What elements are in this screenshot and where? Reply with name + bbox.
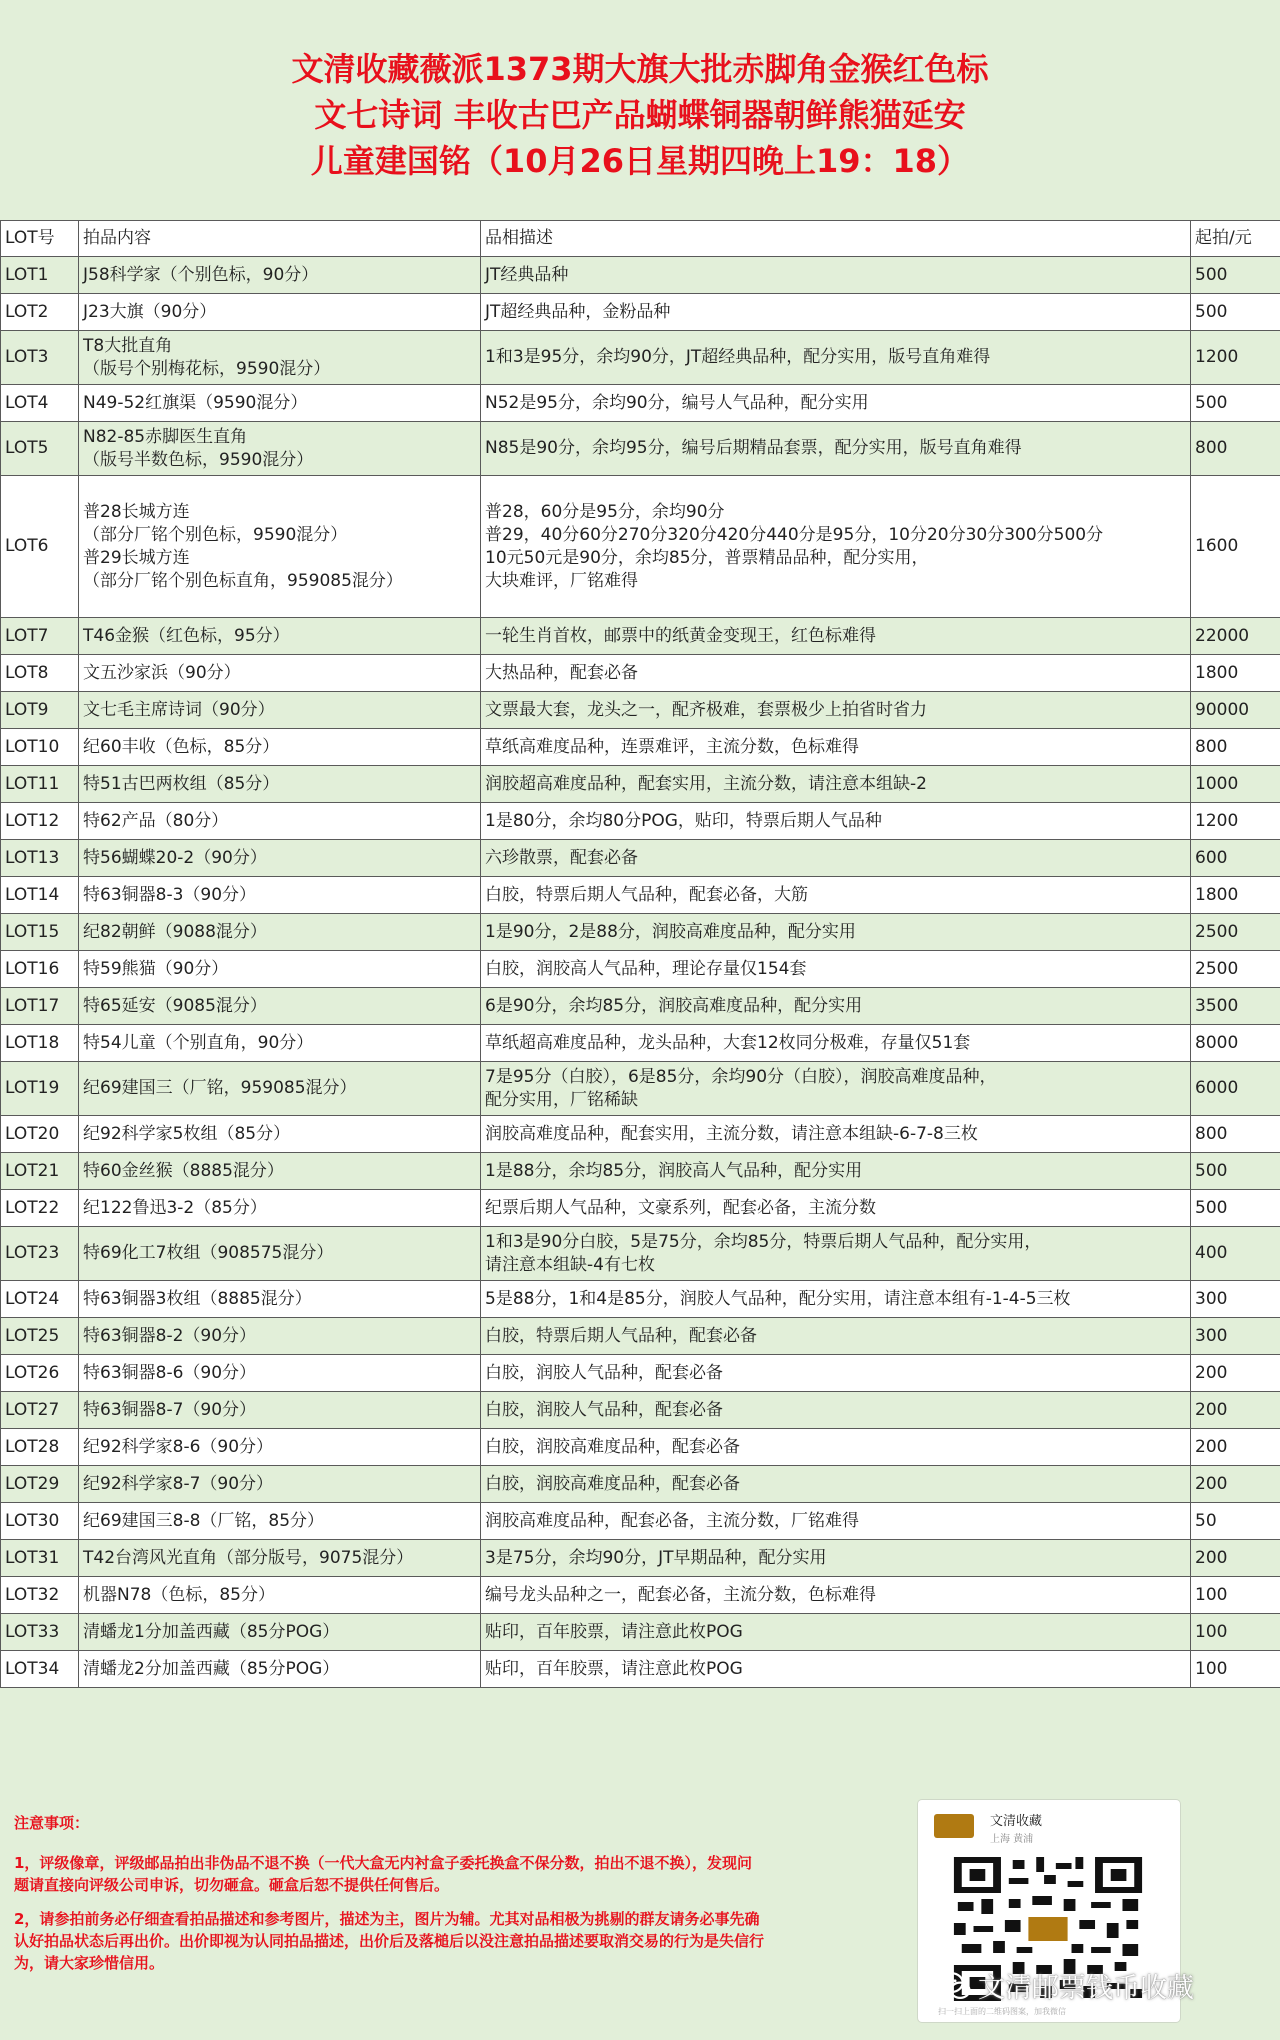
description-cell: 白胶，润胶高难度品种，配套必备 — [481, 1466, 1191, 1503]
item-cell: J58科学家（个别色标，90分） — [79, 257, 481, 294]
lot-cell: LOT24 — [1, 1281, 79, 1318]
price-cell: 90000 — [1191, 692, 1280, 729]
table-row — [1, 1503, 1280, 1540]
description-cell: 1是88分，余均85分，润胶高人气品种，配分实用 — [481, 1153, 1191, 1190]
lot-cell: LOT25 — [1, 1318, 79, 1355]
table-row — [1, 1651, 1280, 1688]
wechat-icon — [938, 1969, 972, 2003]
item-cell: 特51古巴两枚组（85分） — [79, 766, 481, 803]
price-cell: 22000 — [1191, 618, 1280, 655]
price-cell: 1800 — [1191, 655, 1280, 692]
table-row — [1, 1025, 1280, 1062]
price-cell: 8000 — [1191, 1025, 1280, 1062]
price-cell: 200 — [1191, 1392, 1280, 1429]
lot-cell: LOT10 — [1, 729, 79, 766]
price-cell: 500 — [1191, 257, 1280, 294]
lot-cell: LOT13 — [1, 840, 79, 877]
table-row — [1, 1227, 1280, 1281]
table-row — [1, 476, 1280, 618]
lot-cell: LOT20 — [1, 1116, 79, 1153]
item-cell: 特63铜器8-3（90分） — [79, 877, 481, 914]
item-cell: 特62产品（80分） — [79, 803, 481, 840]
description-cell: 一轮生肖首枚，邮票中的纸黄金变现王，红色标难得 — [481, 618, 1191, 655]
lot-cell: LOT18 — [1, 1025, 79, 1062]
item-cell: 纪60丰收（色标，85分） — [79, 729, 481, 766]
table-row — [1, 1190, 1280, 1227]
item-cell: 清蟠龙1分加盖西藏（85分POG） — [79, 1614, 481, 1651]
watermark-text: 文清邮票钱币收藏 — [978, 1973, 1194, 2004]
description-cell: 白胶，特票后期人气品种，配套必备，大筋 — [481, 877, 1191, 914]
lot-table — [0, 220, 1280, 1688]
description-cell: 白胶，特票后期人气品种，配套必备 — [481, 1318, 1191, 1355]
lot-cell: LOT5 — [1, 422, 79, 476]
lot-cell: LOT12 — [1, 803, 79, 840]
table-row — [1, 877, 1280, 914]
title-line-2: 文七诗词 丰收古巴产品蝴蝶铜器朝鲜熊猫延安 — [314, 96, 966, 134]
table-row — [1, 655, 1280, 692]
item-cell: T46金猴（红色标，95分） — [79, 618, 481, 655]
description-cell: 3是75分，余均90分，JT早期品种，配分实用 — [481, 1540, 1191, 1577]
table-row — [1, 1392, 1280, 1429]
item-cell: 纪122鲁迅3-2（85分） — [79, 1190, 481, 1227]
notes-section — [14, 1812, 764, 1986]
table-row — [1, 1429, 1280, 1466]
lot-cell: LOT3 — [1, 331, 79, 385]
description-cell: 草纸超高难度品种，龙头品种，大套12枚同分极难，存量仅51套 — [481, 1025, 1191, 1062]
description-cell: 普28，60分是95分，余均90分 普29，40分60分270分320分420分440分是95分，10分20分30分300分500分 10元50元是90分，余均85分，普票精品品种，配分实用， 大块难评，厂铭难得 — [481, 476, 1191, 618]
lot-cell: LOT28 — [1, 1429, 79, 1466]
description-cell: 贴印，百年胶票，请注意此枚POG — [481, 1614, 1191, 1651]
description-cell: 白胶，润胶人气品种，配套必备 — [481, 1392, 1191, 1429]
title-line-1: 文清收藏薇派1373期大旗大批赤脚角金猴红色标 — [291, 50, 989, 88]
price-cell: 300 — [1191, 1281, 1280, 1318]
table-row — [1, 1614, 1280, 1651]
price-cell: 800 — [1191, 422, 1280, 476]
table-row — [1, 1318, 1280, 1355]
item-cell: 特65延安（9085混分） — [79, 988, 481, 1025]
price-cell: 500 — [1191, 294, 1280, 331]
header-description: 品相描述 — [481, 221, 1191, 257]
description-cell: 润胶超高难度品种，配套实用，主流分数，请注意本组缺-2 — [481, 766, 1191, 803]
item-cell: 特69化工7枚组（908575混分） — [79, 1227, 481, 1281]
lot-cell: LOT31 — [1, 1540, 79, 1577]
qr-card-footer: 扫一扫上面的二维码图案，加我微信 — [938, 2007, 1066, 2016]
price-cell: 800 — [1191, 1116, 1280, 1153]
table-row — [1, 840, 1280, 877]
item-cell: 文五沙家浜（90分） — [79, 655, 481, 692]
table-row — [1, 1540, 1280, 1577]
item-cell: 普28长城方连 （部分厂铭个别色标，9590混分） 普29长城方连 （部分厂铭个别色标直角，959085混分） — [79, 476, 481, 618]
price-cell: 600 — [1191, 840, 1280, 877]
item-cell: T42台湾风光直角（部分版号，9075混分） — [79, 1540, 481, 1577]
description-cell: 1是90分，2是88分，润胶高难度品种，配分实用 — [481, 914, 1191, 951]
description-cell: 1和3是90分白胶，5是75分，余均85分，特票后期人气品种，配分实用， 请注意本组缺-4有七枚 — [481, 1227, 1191, 1281]
item-cell: 特54儿童（个别直角，90分） — [79, 1025, 481, 1062]
item-cell: 清蟠龙2分加盖西藏（85分POG） — [79, 1651, 481, 1688]
watermark — [938, 1966, 1194, 2005]
table-row — [1, 294, 1280, 331]
item-cell: N49-52红旗渠（9590混分） — [79, 385, 481, 422]
table-row — [1, 692, 1280, 729]
price-cell: 50 — [1191, 1503, 1280, 1540]
price-cell: 100 — [1191, 1651, 1280, 1688]
description-cell: 6是90分，余均85分，润胶高难度品种，配分实用 — [481, 988, 1191, 1025]
table-header-row — [1, 221, 1280, 257]
table-row — [1, 385, 1280, 422]
table-row — [1, 1116, 1280, 1153]
table-row — [1, 1355, 1280, 1392]
notes-heading: 注意事项： — [14, 1814, 90, 1832]
item-cell: T8大批直角 （版号个别梅花标，9590混分） — [79, 331, 481, 385]
lot-cell: LOT26 — [1, 1355, 79, 1392]
description-cell: 白胶，润胶高人气品种，理论存量仅154套 — [481, 951, 1191, 988]
price-cell: 1600 — [1191, 476, 1280, 618]
lot-cell: LOT7 — [1, 618, 79, 655]
lot-cell: LOT22 — [1, 1190, 79, 1227]
table-row — [1, 422, 1280, 476]
item-cell: 纪92科学家8-6（90分） — [79, 1429, 481, 1466]
lot-cell: LOT33 — [1, 1614, 79, 1651]
price-cell: 100 — [1191, 1614, 1280, 1651]
description-cell: 大热品种，配套必备 — [481, 655, 1191, 692]
price-cell: 800 — [1191, 729, 1280, 766]
table-row — [1, 803, 1280, 840]
item-cell: J23大旗（90分） — [79, 294, 481, 331]
lot-cell: LOT27 — [1, 1392, 79, 1429]
table-row — [1, 951, 1280, 988]
item-cell: 特63铜器8-6（90分） — [79, 1355, 481, 1392]
description-cell: 白胶，润胶高难度品种，配套必备 — [481, 1429, 1191, 1466]
lot-cell: LOT14 — [1, 877, 79, 914]
description-cell: 贴印，百年胶票，请注意此枚POG — [481, 1651, 1191, 1688]
price-cell: 200 — [1191, 1466, 1280, 1503]
lot-cell: LOT17 — [1, 988, 79, 1025]
item-cell: N82-85赤脚医生直角 （版号半数色标，9590混分） — [79, 422, 481, 476]
title-line-3: 儿童建国铭（10月26日星期四晚上19：18） — [310, 142, 970, 180]
lot-cell: LOT30 — [1, 1503, 79, 1540]
price-cell: 200 — [1191, 1540, 1280, 1577]
description-cell: 文票最大套，龙头之一，配齐极难，套票极少上拍省时省力 — [481, 692, 1191, 729]
description-cell: 5是88分，1和4是85分，润胶人气品种，配分实用，请注意本组有-1-4-5三枚 — [481, 1281, 1191, 1318]
shop-logo — [934, 1814, 974, 1838]
lot-cell: LOT29 — [1, 1466, 79, 1503]
description-cell: 编号龙头品种之一，配套必备，主流分数，色标难得 — [481, 1577, 1191, 1614]
item-cell: 特63铜器8-7（90分） — [79, 1392, 481, 1429]
item-cell: 纪82朝鲜（9088混分） — [79, 914, 481, 951]
header-lot: LOT号 — [1, 221, 79, 257]
description-cell: 草纸高难度品种，连票难评，主流分数，色标难得 — [481, 729, 1191, 766]
price-cell: 400 — [1191, 1227, 1280, 1281]
item-cell: 纪69建国三（厂铭，959085混分） — [79, 1062, 481, 1116]
table-row — [1, 914, 1280, 951]
lot-cell: LOT8 — [1, 655, 79, 692]
item-cell: 特63铜器8-2（90分） — [79, 1318, 481, 1355]
table-row — [1, 988, 1280, 1025]
lot-cell: LOT6 — [1, 476, 79, 618]
item-cell: 特63铜器3枚组（8885混分） — [79, 1281, 481, 1318]
description-cell: 白胶，润胶人气品种，配套必备 — [481, 1355, 1191, 1392]
table-row — [1, 1466, 1280, 1503]
description-cell: N85是90分，余均95分，编号后期精品套票，配分实用，版号直角难得 — [481, 422, 1191, 476]
table-row — [1, 1281, 1280, 1318]
item-cell: 纪69建国三8-8（厂铭，85分） — [79, 1503, 481, 1540]
lot-cell: LOT11 — [1, 766, 79, 803]
price-cell: 2500 — [1191, 914, 1280, 951]
price-cell: 500 — [1191, 1153, 1280, 1190]
price-cell: 500 — [1191, 1190, 1280, 1227]
table-row — [1, 1577, 1280, 1614]
description-cell: 1和3是95分，余均90分，JT超经典品种，配分实用，版号直角难得 — [481, 331, 1191, 385]
lot-cell: LOT1 — [1, 257, 79, 294]
item-cell: 特59熊猫（90分） — [79, 951, 481, 988]
price-cell: 1200 — [1191, 331, 1280, 385]
table-row — [1, 618, 1280, 655]
item-cell: 纪92科学家8-7（90分） — [79, 1466, 481, 1503]
note-item: 2，请参拍前务必仔细查看拍品描述和参考图片，描述为主，图片为辅。尤其对品相极为挑剔的群友请务必事先确认好拍品状态后再出价。出价即视为认同拍品描述，出价后及落槌后以没注意拍品描述要取消交易的行为是失信行为，请大家珍惜信用。 — [14, 1910, 765, 1972]
item-cell: 机器N78（色标，85分） — [79, 1577, 481, 1614]
price-cell: 300 — [1191, 1318, 1280, 1355]
header-item: 拍品内容 — [79, 221, 481, 257]
price-cell: 1000 — [1191, 766, 1280, 803]
header-price: 起拍/元 — [1191, 221, 1280, 257]
description-cell: N52是95分，余均90分，编号人气品种，配分实用 — [481, 385, 1191, 422]
lot-cell: LOT23 — [1, 1227, 79, 1281]
item-cell: 文七毛主席诗词（90分） — [79, 692, 481, 729]
description-cell: 六珍散票，配套必备 — [481, 840, 1191, 877]
lot-cell: LOT21 — [1, 1153, 79, 1190]
lot-cell: LOT15 — [1, 914, 79, 951]
price-cell: 500 — [1191, 385, 1280, 422]
price-cell: 200 — [1191, 1429, 1280, 1466]
description-cell: JT超经典品种，金粉品种 — [481, 294, 1191, 331]
table-row — [1, 729, 1280, 766]
price-cell: 6000 — [1191, 1062, 1280, 1116]
item-cell: 纪92科学家5枚组（85分） — [79, 1116, 481, 1153]
note-item: 1，评级像章，评级邮品拍出非伪品不退不换（一代大盒无内衬盒子委托换盒不保分数，拍出不退不换），发现问题请直接向评级公司申诉，切勿砸盒。砸盒后恕不提供任何售后。 — [14, 1854, 752, 1894]
lot-cell: LOT2 — [1, 294, 79, 331]
description-cell: 润胶高难度品种，配套实用，主流分数，请注意本组缺-6-7-8三枚 — [481, 1116, 1191, 1153]
price-cell: 1800 — [1191, 877, 1280, 914]
table-row — [1, 766, 1280, 803]
qr-card-name: 文清收藏 — [990, 1814, 1043, 1829]
price-cell: 3500 — [1191, 988, 1280, 1025]
price-cell: 1200 — [1191, 803, 1280, 840]
qr-card-location: 上海 黄浦 — [990, 1834, 1034, 1845]
item-cell: 特60金丝猴（8885混分） — [79, 1153, 481, 1190]
price-cell: 100 — [1191, 1577, 1280, 1614]
item-cell: 特56蝴蝶20-2（90分） — [79, 840, 481, 877]
description-cell: 纪票后期人气品种，文豪系列，配套必备，主流分数 — [481, 1190, 1191, 1227]
price-cell: 2500 — [1191, 951, 1280, 988]
table-row — [1, 1153, 1280, 1190]
table-row — [1, 331, 1280, 385]
description-cell: 7是95分（白胶），6是85分，余均90分（白胶），润胶高难度品种， 配分实用，厂铭稀缺 — [481, 1062, 1191, 1116]
description-cell: 润胶高难度品种，配套必备，主流分数，厂铭难得 — [481, 1503, 1191, 1540]
table-row — [1, 1062, 1280, 1116]
lot-cell: LOT16 — [1, 951, 79, 988]
lot-cell: LOT9 — [1, 692, 79, 729]
lot-cell: LOT4 — [1, 385, 79, 422]
price-cell: 200 — [1191, 1355, 1280, 1392]
lot-cell: LOT34 — [1, 1651, 79, 1688]
description-cell: JT经典品种 — [481, 257, 1191, 294]
table-row — [1, 257, 1280, 294]
lot-cell: LOT19 — [1, 1062, 79, 1116]
description-cell: 1是80分，余均80分POG，贴印，特票后期人气品种 — [481, 803, 1191, 840]
page-title — [0, 46, 1280, 184]
lot-cell: LOT32 — [1, 1577, 79, 1614]
